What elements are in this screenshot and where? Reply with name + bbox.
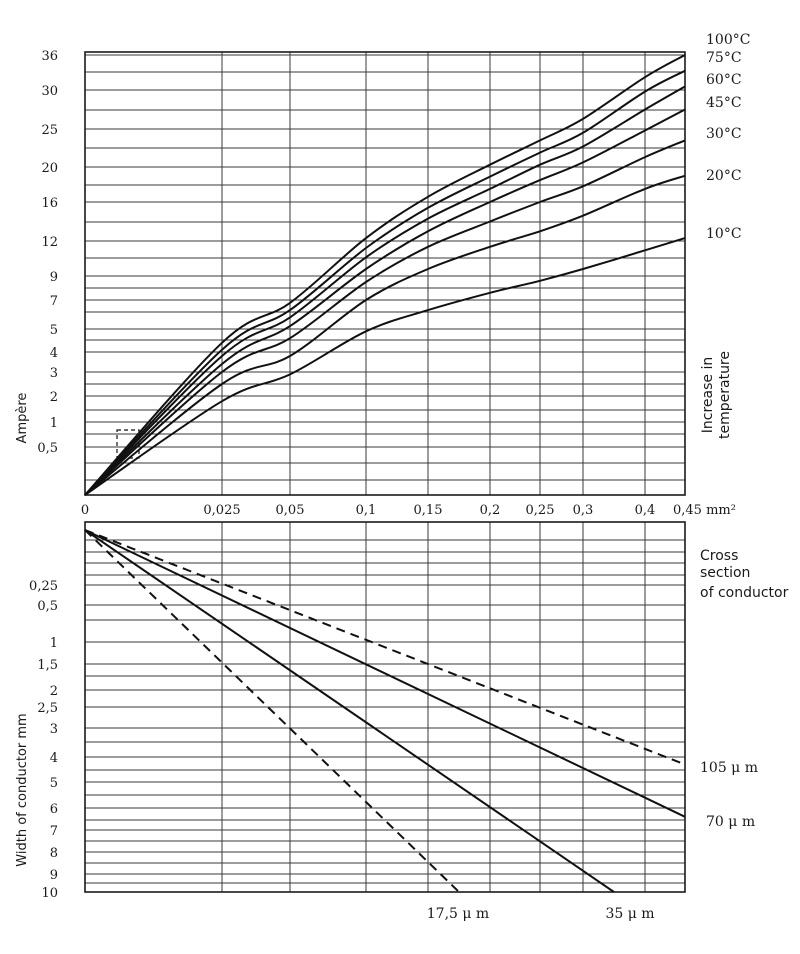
top-y-axis-title: Ampère xyxy=(15,392,30,444)
top-y-tick-label: 2 xyxy=(49,390,58,405)
x-tick-label: 0,2 xyxy=(479,503,501,518)
bottom-y-tick-label: 3 xyxy=(49,722,58,737)
top-curves xyxy=(85,32,750,495)
top-y-tick-label: 30 xyxy=(41,84,58,99)
thickness-line-label: 70 μ m xyxy=(706,814,756,830)
thickness-line xyxy=(85,530,685,817)
bottom-y-tick-label: 2 xyxy=(49,684,58,699)
bottom-y-tick-label: 10 xyxy=(41,886,58,901)
bottom-y-tick-label: 1,5 xyxy=(37,658,58,673)
right-label-cross-line2: section xyxy=(700,565,751,581)
thickness-line xyxy=(85,530,459,892)
right-label-cross-line1: Cross xyxy=(700,548,739,564)
top-plot-frame xyxy=(85,52,685,495)
top-y-tick-label: 20 xyxy=(41,161,58,176)
x-tick-label: 0,25 xyxy=(525,503,555,518)
bottom-y-tick-label: 1 xyxy=(49,636,58,651)
temperature-curve-label: 10°C xyxy=(706,226,742,242)
thickness-line-label: 105 μ m xyxy=(700,760,758,776)
thickness-line-label: 17,5 μ m xyxy=(426,906,490,922)
temperature-curve xyxy=(85,238,685,495)
temperature-curve-label: 20°C xyxy=(706,168,742,184)
bottom-y-tick-label: 0,5 xyxy=(37,599,58,614)
bottom-y-tick-label: 5 xyxy=(49,776,58,791)
right-label-temperature-line1: Increase in xyxy=(700,356,716,434)
top-y-tick-label: 4 xyxy=(49,346,58,361)
labels xyxy=(15,351,789,867)
top-y-tick-label: 12 xyxy=(41,235,58,250)
top-y-tick-label: 1 xyxy=(49,416,58,431)
x-tick-label: 0,025 xyxy=(203,503,241,518)
top-y-tick-label: 25 xyxy=(41,123,58,138)
temperature-curve-label: 60°C xyxy=(706,72,742,88)
bottom-grid xyxy=(29,522,685,901)
bottom-y-tick-label: 4 xyxy=(49,751,58,766)
top-y-tick-label: 7 xyxy=(49,294,58,309)
top-y-tick-label: 0,5 xyxy=(37,441,58,456)
temperature-curve-label: 75°C xyxy=(706,50,742,66)
top-y-tick-label: 5 xyxy=(49,323,58,338)
temperature-curve xyxy=(85,55,685,495)
bottom-y-axis-title: Width of conductor mm xyxy=(15,713,30,867)
bottom-y-tick-label: 8 xyxy=(49,846,58,861)
bottom-y-tick-label: 9 xyxy=(49,868,58,883)
x-tick-label: 0,45 mm² xyxy=(673,503,736,518)
x-tick-label: 0,4 xyxy=(634,503,656,518)
temperature-curve xyxy=(85,140,685,495)
bottom-y-tick-label: 2,5 xyxy=(37,701,58,716)
bottom-y-tick-label: 6 xyxy=(49,802,58,817)
right-label-cross-line3: of conductor xyxy=(700,585,789,601)
thickness-line-label: 35 μ m xyxy=(605,906,655,922)
x-tick-label: 0,05 xyxy=(275,503,305,518)
top-y-tick-label: 9 xyxy=(49,270,58,285)
temperature-curve-label: 30°C xyxy=(706,126,742,142)
bottom-y-tick-label: 7 xyxy=(49,824,58,839)
x-tick-label: 0,3 xyxy=(572,503,594,518)
temperature-curve-label: 45°C xyxy=(706,95,742,111)
bottom-y-tick-label: 0,25 xyxy=(29,579,58,594)
top-y-tick-label: 36 xyxy=(41,49,58,64)
top-y-tick-label: 3 xyxy=(49,366,58,381)
right-label-temperature-line2: temperature xyxy=(717,351,733,439)
thickness-line xyxy=(85,530,614,892)
x-tick-label: 0,15 xyxy=(413,503,443,518)
temperature-curve-label: 100°C xyxy=(706,32,751,48)
thickness-line xyxy=(85,530,685,765)
x-tick-label: 0,1 xyxy=(355,503,377,518)
x-tick-label: 0 xyxy=(80,503,90,518)
top-y-tick-label: 16 xyxy=(41,196,58,211)
